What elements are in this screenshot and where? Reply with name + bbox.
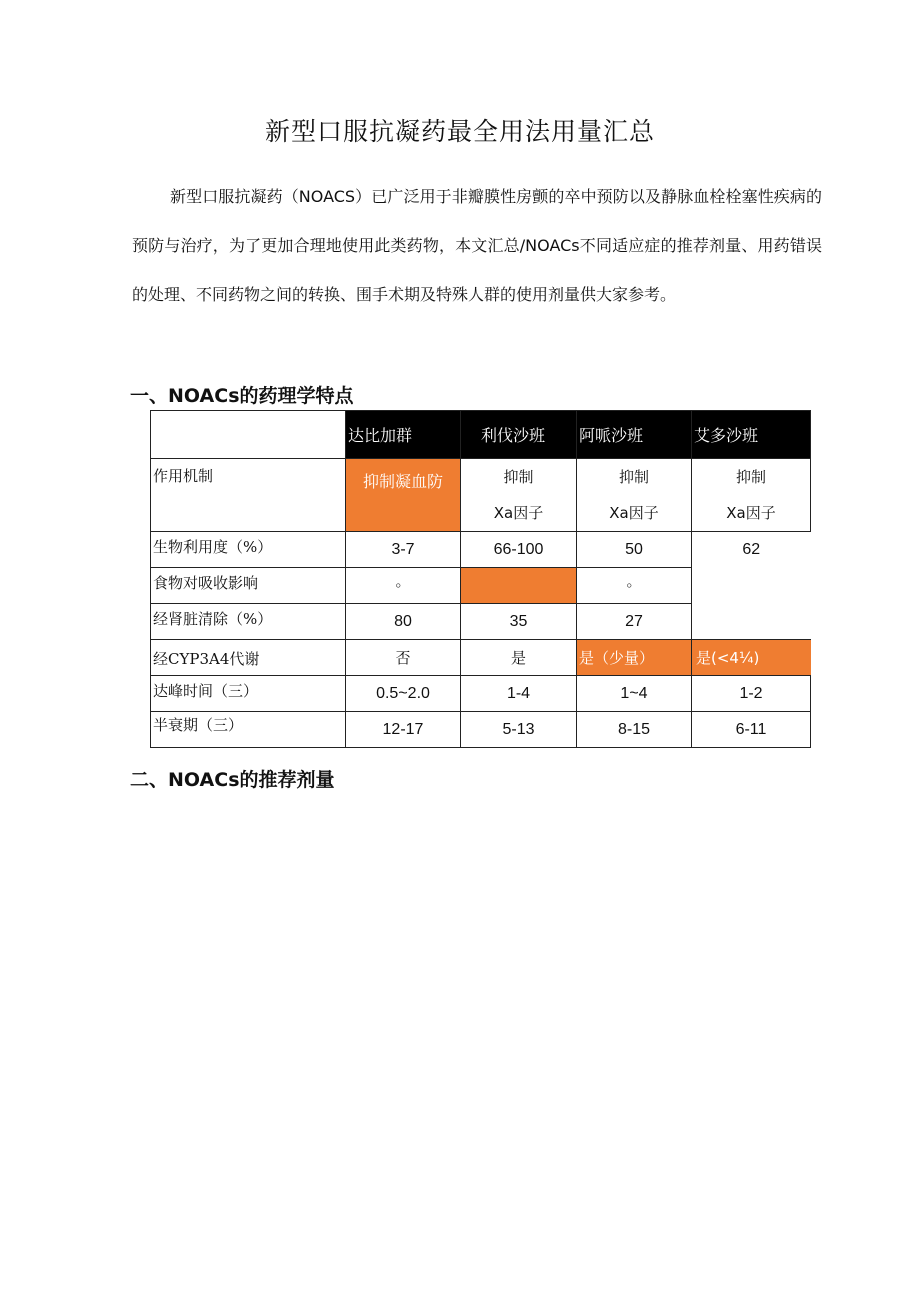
mechanism-line-2: Xa因子 [609,504,659,522]
header-dabigatran: 达比加群 [346,411,461,459]
cell-value: 否 [346,640,461,676]
intro-paragraph: 新型口服抗凝药（NOACS）已广泛用于非瓣膜性房颤的卒中预防以及静脉血栓栓塞性疾病的预防与治疗，为了更加合理地使用此类药物，本文汇总/NOACs不同适应症的推荐剂量、用药错误的处理、不同药物之间的转换、围手术期及特殊人群的使用剂量供大家参考。 [132,187,822,304]
cell-value: 1-4 [461,676,577,712]
row-label-mechanism: 作用机制 [151,459,346,532]
row-label-renal-clearance: 经肾脏清除（%） [151,604,346,640]
cell-value: 62 [692,532,811,568]
cell-value: 5-13 [461,712,577,748]
mechanism-line-1: 抑制 [618,468,649,486]
cell-empty [692,604,811,640]
section-heading-dosage: 二、NOACs的推荐剂量 [130,769,335,791]
table-row [151,568,811,604]
cell-value: 是 [461,640,577,676]
table-header-row [151,411,811,459]
cell-value: 12-17 [346,712,461,748]
cell-value: 8-15 [577,712,692,748]
header-rivaroxaban: 利伐沙班 [461,411,577,459]
page-title: 新型口服抗凝药最全用法用量汇总 [264,117,655,146]
section-heading-pharmacology: 一、NOACs的药理学特点 [130,385,354,407]
header-edoxaban: 艾多沙班 [692,411,811,459]
mechanism-line-2: Xa因子 [726,504,776,522]
cell-value: 50 [577,532,692,568]
cell-value: 66-100 [461,532,577,568]
cell-rivaroxaban-mechanism [461,459,577,532]
pharmacology-table [150,410,811,748]
cell-apixaban-mechanism [577,459,692,532]
row-label-food-effect: 食物对吸收影响 [151,568,346,604]
cell-value: 6-11 [692,712,811,748]
cell-value: 0.5~2.0 [346,676,461,712]
table-row [151,712,811,748]
table-row [151,459,811,532]
cell-value: 27 [577,604,692,640]
cell-value: 35 [461,604,577,640]
row-label-cyp3a4: 经CYP3A4代谢 [151,640,346,676]
table-row [151,532,811,568]
cell-value: 。 [346,568,461,604]
mechanism-line-2: Xa因子 [493,504,544,522]
header-apixaban: 阿哌沙班 [577,411,692,459]
cell-empty [692,568,811,604]
cell-value: 1~4 [577,676,692,712]
cell-value: 是（少量） [577,640,692,676]
cell-value: 80 [346,604,461,640]
row-label-bioavailability: 生物利用度（%） [151,532,346,568]
table-row [151,676,811,712]
row-label-half-life: 半衰期（三） [151,712,346,748]
cell-value: 。 [577,568,692,604]
cell-value: 是(<4¼) [692,640,811,676]
row-label-tmax: 达峰时间（三） [151,676,346,712]
table-row [151,604,811,640]
cell-value: 3-7 [346,532,461,568]
cell-value [461,568,577,604]
mechanism-line-1: 抑制 [735,468,766,486]
header-empty [151,411,346,459]
table-row [151,640,811,676]
cell-dabigatran-mechanism: 抑制凝血防 [346,459,461,532]
mechanism-line-1: 抑制 [503,468,534,486]
cell-edoxaban-mechanism [692,459,811,532]
cell-value: 1-2 [692,676,811,712]
